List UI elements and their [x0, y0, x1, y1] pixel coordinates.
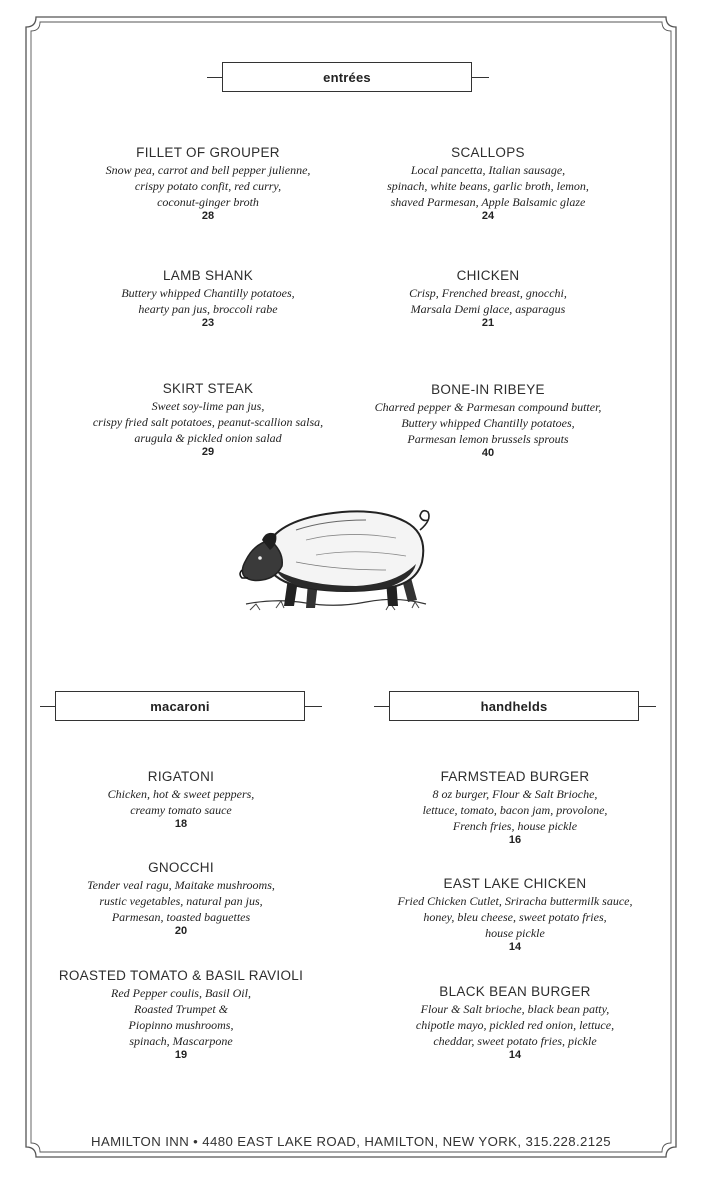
item-price: 14 — [508, 941, 522, 953]
item-description: Red Pepper coulis, Basil Oil, Roasted Trumpet & Piopinno mushrooms, spinach, Mascarpone — [111, 986, 251, 1048]
item-name: RIGATONI — [147, 769, 215, 784]
item-price: 29 — [201, 446, 215, 458]
item-name: CHICKEN — [456, 268, 520, 283]
handheld-item — [374, 769, 656, 847]
item-price: 40 — [481, 447, 495, 459]
item-price: 16 — [508, 834, 522, 846]
entree-item — [72, 268, 344, 330]
item-description: Crisp, Frenched breast, gnocchi, Marsala Demi glace, asparagus — [409, 286, 567, 316]
item-description: Chicken, hot & sweet peppers, creamy tomato sauce — [107, 787, 255, 817]
item-name: BONE-IN RIBEYE — [431, 382, 545, 397]
item-name: EAST LAKE CHICKEN — [443, 876, 587, 891]
handhelds-header — [374, 691, 656, 723]
item-price: 20 — [174, 925, 188, 937]
item-description: 8 oz burger, Flour & Salt Brioche, lettuce, tomato, bacon jam, provolone, French fries, house pickle — [422, 787, 608, 833]
item-description: Local pancetta, Italian sausage, spinach, white beans, garlic broth, lemon, shaved Parmesan, Apple Balsamic glaze — [387, 163, 589, 209]
entree-item — [352, 145, 624, 223]
macaroni-item — [40, 968, 322, 1062]
entree-item — [352, 268, 624, 330]
entrees-title: entrées — [222, 62, 472, 92]
item-description: Snow pea, carrot and bell pepper julienne, crispy potato confit, red curry, coconut-ginger broth — [105, 163, 311, 209]
item-price: 24 — [481, 210, 495, 222]
item-description: Sweet soy-lime pan jus, crispy fried salt potatoes, peanut-scallion salsa, arugula & pickled onion salad — [92, 399, 324, 445]
handheld-item — [374, 876, 656, 954]
item-price: 19 — [174, 1049, 188, 1061]
item-name: SCALLOPS — [451, 145, 525, 160]
handhelds-title: handhelds — [389, 691, 639, 721]
pig-engraving-icon — [236, 500, 436, 622]
entrees-header — [207, 62, 489, 94]
item-description: Charred pepper & Parmesan compound butter, Buttery whipped Chantilly potatoes, Parmesan lemon brussels sprouts — [374, 400, 602, 446]
item-description: Buttery whipped Chantilly potatoes, hearty pan jus, broccoli rabe — [121, 286, 295, 316]
item-price: 14 — [508, 1049, 522, 1061]
macaroni-header — [40, 691, 322, 723]
item-description: Fried Chicken Cutlet, Sriracha buttermilk sauce, honey, bleu cheese, sweet potato fries, house pickle — [397, 894, 633, 940]
handheld-item — [374, 984, 656, 1062]
item-description: Flour & Salt brioche, black bean patty, chipotle mayo, pickled red onion, lettuce, cheddar, sweet potato fries, pickle — [415, 1002, 615, 1048]
macaroni-item — [40, 769, 322, 831]
item-price: 23 — [201, 317, 215, 329]
item-name: SKIRT STEAK — [162, 381, 254, 396]
item-description: Tender veal ragu, Maitake mushrooms, rustic vegetables, natural pan jus, Parmesan, toasted baguettes — [87, 878, 275, 924]
item-price: 21 — [481, 317, 495, 329]
entree-item — [352, 382, 624, 460]
item-name: BLACK BEAN BURGER — [439, 984, 591, 999]
item-name: GNOCCHI — [148, 860, 214, 875]
macaroni-item — [40, 860, 322, 938]
item-name: LAMB SHANK — [162, 268, 254, 283]
entree-item — [72, 145, 344, 223]
entree-item — [72, 381, 344, 459]
item-price: 28 — [201, 210, 215, 222]
item-name: FARMSTEAD BURGER — [440, 769, 590, 784]
item-name: ROASTED TOMATO & BASIL RAVIOLI — [58, 968, 304, 983]
item-price: 18 — [174, 818, 188, 830]
footer-address: HAMILTON INN • 4480 EAST LAKE ROAD, HAMILTON, NEW YORK, 315.228.2125 — [91, 1134, 611, 1149]
item-name: FILLET OF GROUPER — [136, 145, 280, 160]
macaroni-title: macaroni — [55, 691, 305, 721]
